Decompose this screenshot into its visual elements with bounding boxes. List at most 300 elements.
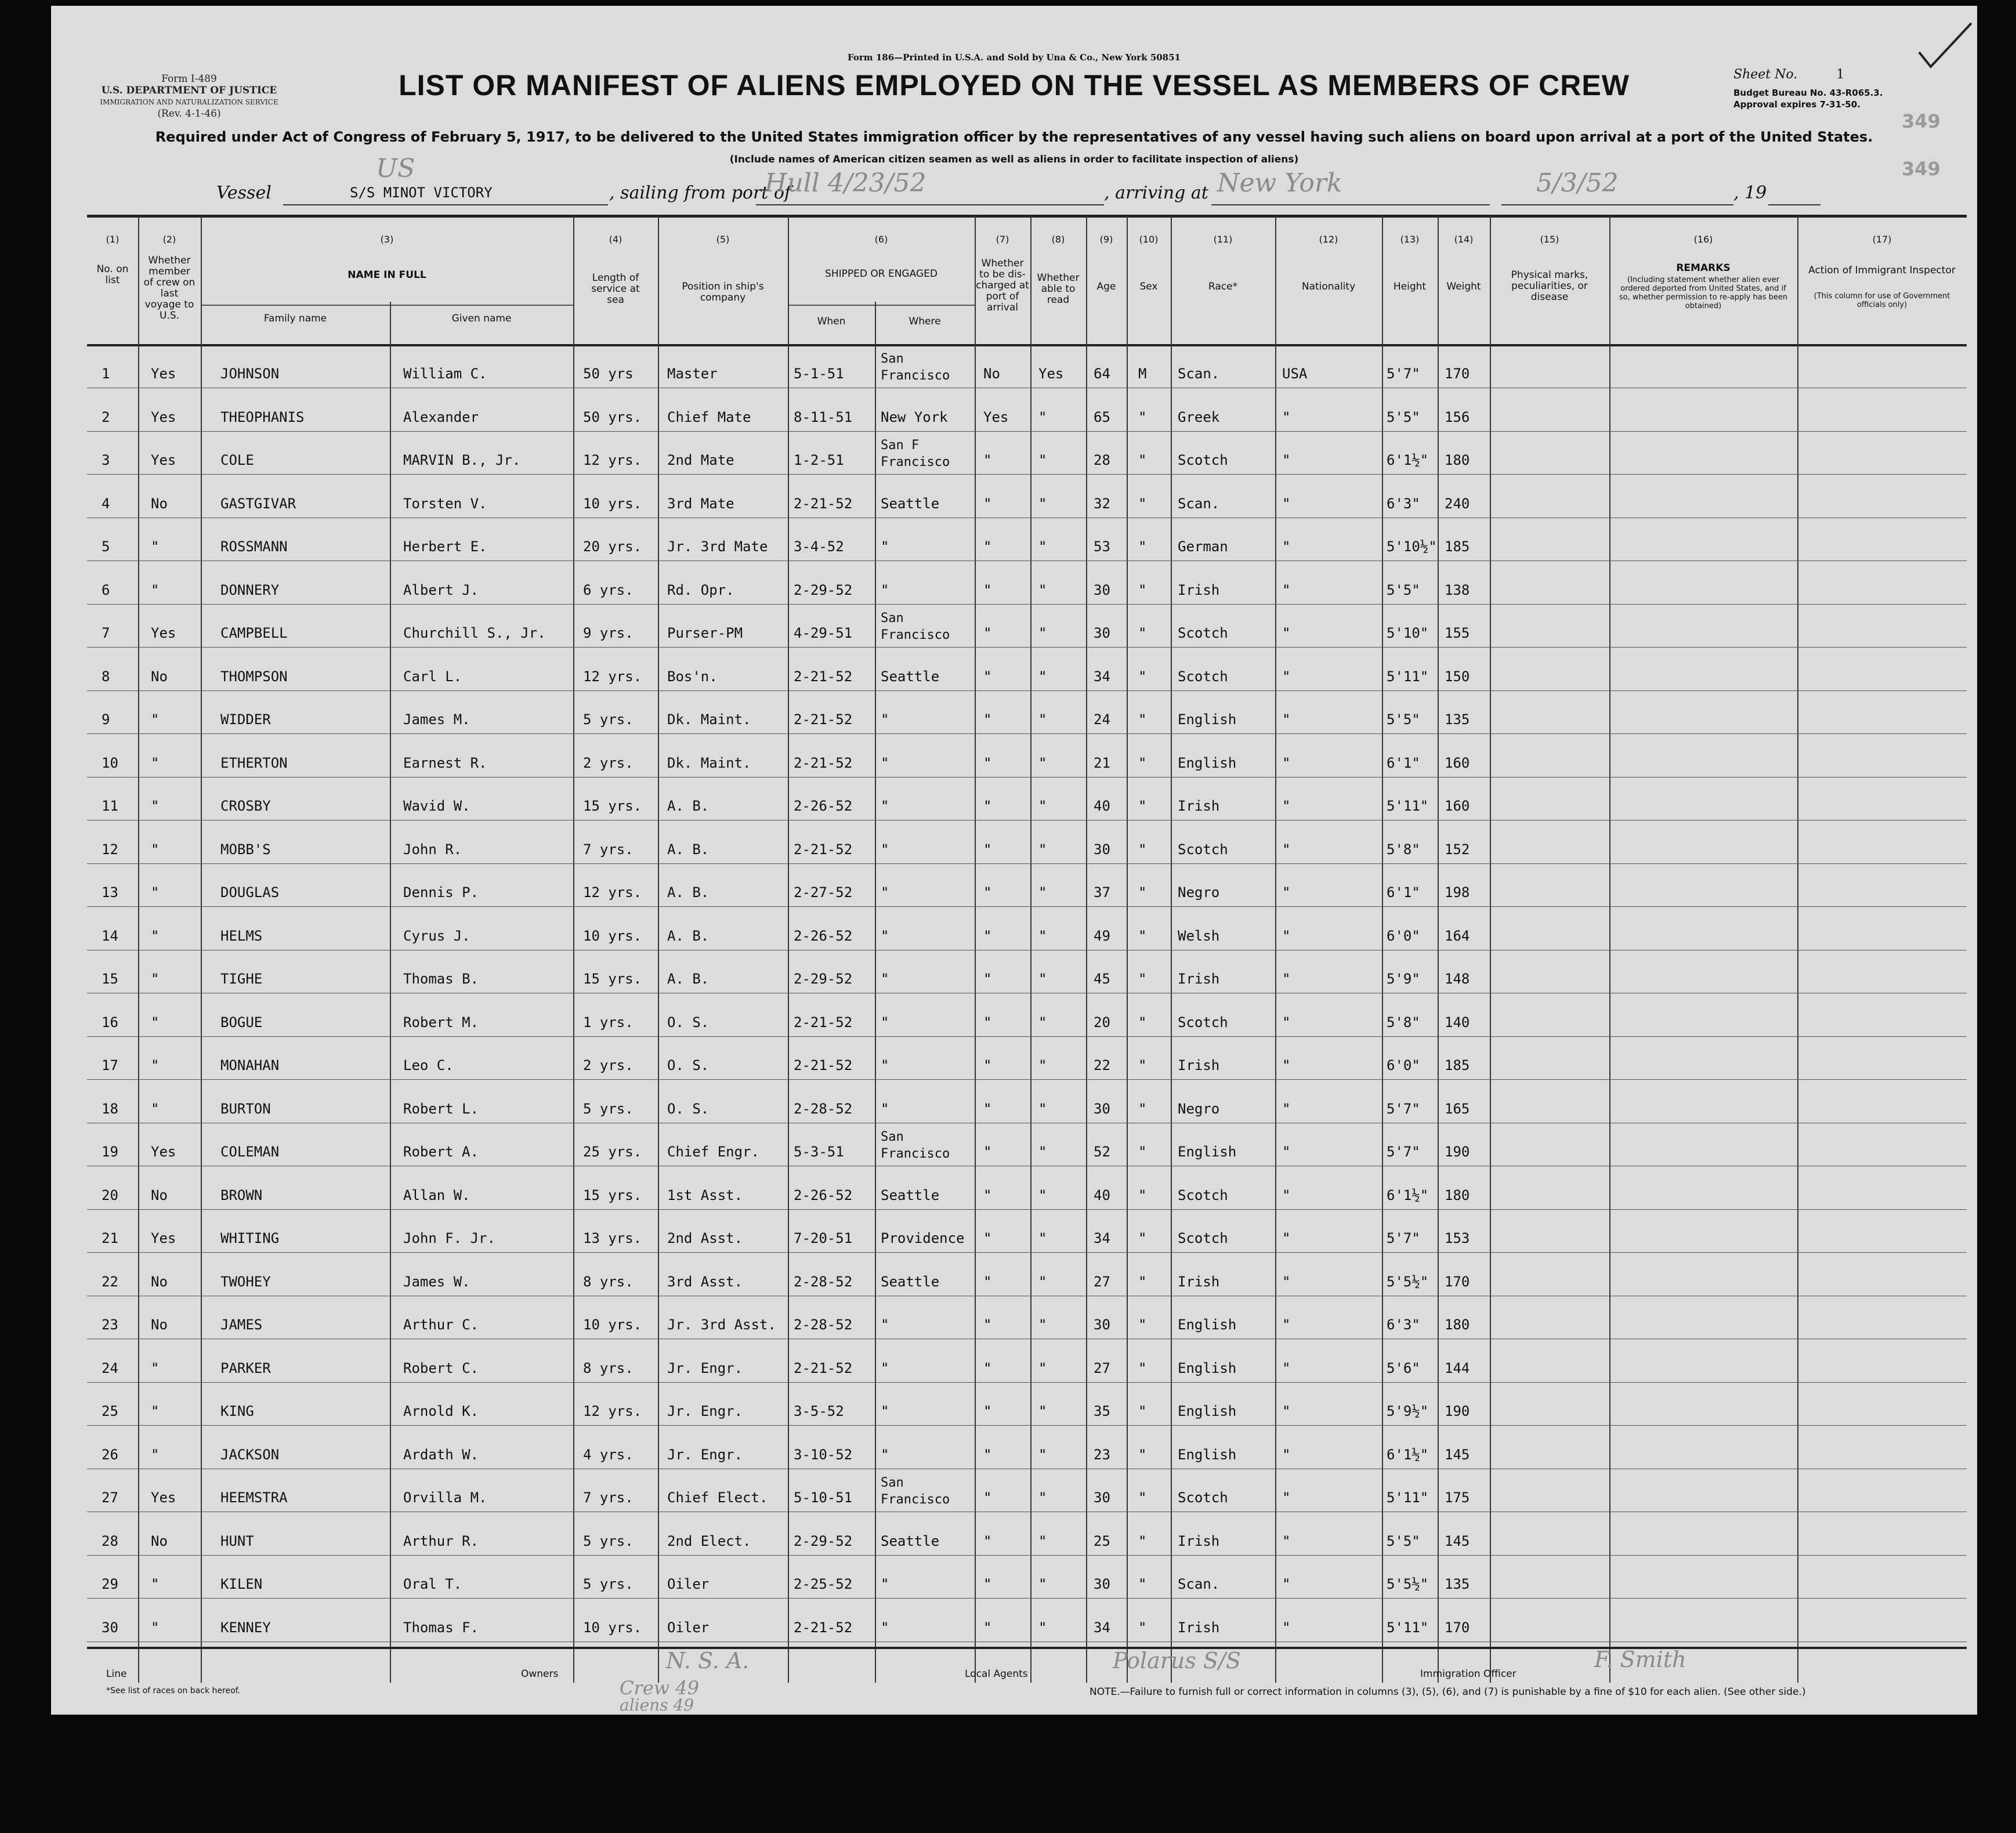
able-to-read-cell: "	[1038, 711, 1047, 728]
age-cell: 45	[1094, 971, 1110, 987]
race-cell: Scotch	[1178, 1187, 1228, 1203]
col-num: (10)	[1139, 234, 1159, 245]
col-num: (17)	[1872, 234, 1892, 245]
discharged-cell: "	[983, 1100, 992, 1117]
member-cell: "	[151, 1100, 160, 1117]
height-cell: 5'7"	[1387, 1144, 1420, 1160]
row-rule	[87, 1598, 1967, 1599]
budget-info	[1733, 87, 1883, 110]
position-cell: Jr. Engr.	[667, 1360, 743, 1376]
shipped-where-cell: "	[881, 1014, 889, 1031]
age-cell: 30	[1094, 1317, 1110, 1333]
agents-handwritten: Polarus S/S	[1113, 1648, 1241, 1673]
row-rule	[87, 690, 1967, 691]
footer-line: Line	[106, 1668, 127, 1680]
family-name-cell: ROSSMANN	[220, 538, 288, 555]
header-name-in-full: NAME IN FULL	[348, 269, 426, 281]
age-cell: 21	[1094, 754, 1110, 771]
age-cell: 25	[1094, 1532, 1110, 1549]
shipped-where-cell: "	[881, 1317, 889, 1333]
discharged-cell: "	[983, 1619, 992, 1636]
age-cell: 27	[1094, 1273, 1110, 1290]
weight-cell: 145	[1445, 1446, 1470, 1463]
race-cell: English	[1178, 1403, 1237, 1419]
shipped-when-cell: 2-21-52	[794, 1360, 853, 1376]
able-to-read-cell: "	[1038, 495, 1047, 512]
position-cell: Purser-PM	[667, 625, 743, 641]
age-cell: 65	[1094, 408, 1110, 425]
given-name-cell: Dennis P.	[403, 884, 479, 901]
service-length-cell: 10 yrs.	[583, 927, 642, 944]
family-name-cell: WHITING	[220, 1230, 280, 1246]
service-length-cell: 1 yrs.	[583, 1014, 634, 1031]
nationality-cell: "	[1282, 754, 1291, 771]
position-cell: Rd. Opr.	[667, 581, 734, 598]
able-to-read-cell: "	[1038, 1489, 1047, 1506]
col-num: (14)	[1454, 234, 1474, 245]
table-row	[87, 1300, 1967, 1343]
position-cell: Dk. Maint.	[667, 711, 751, 728]
race-cell: Greek	[1178, 408, 1220, 425]
shipped-where-cell: "	[881, 1403, 889, 1419]
member-cell: No	[151, 1317, 168, 1333]
discharged-cell: "	[983, 1057, 992, 1073]
family-name-cell: BURTON	[220, 1100, 271, 1117]
shipped-where-cell: "	[881, 1446, 889, 1463]
arriving-port: New York	[1217, 168, 1342, 198]
row-number-cell: 3	[102, 452, 110, 468]
row-number-cell: 25	[102, 1403, 118, 1419]
shipped-when-cell: 8-11-51	[794, 408, 853, 425]
discharged-cell: "	[983, 1317, 992, 1333]
family-name-cell: BOGUE	[220, 1014, 263, 1031]
row-number-cell: 4	[102, 495, 110, 512]
discharged-cell: "	[983, 1273, 992, 1290]
member-cell: "	[151, 1446, 160, 1463]
nationality-cell: "	[1282, 1057, 1291, 1073]
header-divider	[788, 305, 975, 306]
sex-cell: "	[1138, 1100, 1147, 1117]
shipped-where-cell: San F Francisco	[881, 438, 950, 469]
table-row	[87, 1257, 1967, 1300]
col-num: (6)	[874, 234, 888, 245]
header-family-name: Family name	[263, 313, 327, 324]
weight-cell: 180	[1445, 1187, 1470, 1203]
nationality-cell: USA	[1282, 366, 1308, 382]
height-cell: 5'7"	[1387, 366, 1420, 382]
height-cell: 6'3"	[1387, 1317, 1420, 1333]
shipped-where-cell: "	[881, 884, 889, 901]
height-cell: 6'3"	[1387, 495, 1420, 512]
given-name-cell: Cyrus J.	[403, 927, 470, 944]
height-cell: 5'5½"	[1387, 1576, 1429, 1592]
age-cell: 30	[1094, 625, 1110, 641]
height-cell: 5'5½"	[1387, 1273, 1429, 1290]
height-cell: 5'7"	[1387, 1100, 1420, 1117]
discharged-cell: "	[983, 1360, 992, 1376]
position-cell: Jr. Engr.	[667, 1446, 743, 1463]
service-length-cell: 8 yrs.	[583, 1360, 634, 1376]
height-cell: 5'9½"	[1387, 1403, 1429, 1419]
age-cell: 30	[1094, 1489, 1110, 1506]
requirement-text: Required under Act of Congress of February 5, 1917, to be delivered to the United States immigration officer by the representatives of any vessel having such aliens on board upon arrival at a port of the United States.	[155, 129, 1873, 145]
able-to-read-cell: "	[1038, 668, 1047, 685]
given-name-cell: Robert L.	[403, 1100, 479, 1117]
row-number-cell: 23	[102, 1317, 118, 1333]
nationality-cell: "	[1282, 452, 1291, 468]
row-number-cell: 21	[102, 1230, 118, 1246]
check-mark-icon	[1913, 17, 1977, 70]
vessel-label: Vessel	[216, 183, 272, 203]
race-cell: English	[1178, 1446, 1237, 1463]
age-cell: 24	[1094, 711, 1110, 728]
weight-cell: 140	[1445, 1014, 1470, 1031]
sex-cell: "	[1138, 754, 1147, 771]
shipped-where-cell: "	[881, 841, 889, 858]
nationality-cell: "	[1282, 971, 1291, 987]
nationality-cell: "	[1282, 1144, 1291, 1160]
row-rule	[87, 1425, 1967, 1426]
age-cell: 37	[1094, 884, 1110, 901]
row-number-cell: 5	[102, 538, 110, 555]
height-cell: 5'8"	[1387, 841, 1420, 858]
position-cell: Jr. 3rd Mate	[667, 538, 768, 555]
given-name-cell: Arthur C.	[403, 1317, 479, 1333]
position-cell: Bos'n.	[667, 668, 718, 685]
col-num: (12)	[1319, 234, 1338, 245]
height-cell: 5'5"	[1387, 1532, 1420, 1549]
discharged-cell: "	[983, 711, 992, 728]
sex-cell: "	[1138, 452, 1147, 468]
position-cell: 3rd Mate	[667, 495, 734, 512]
table-row	[87, 1214, 1967, 1257]
row-number-cell: 19	[102, 1144, 118, 1160]
able-to-read-cell: "	[1038, 927, 1047, 944]
position-cell: 2nd Mate	[667, 452, 734, 468]
service-length-cell: 12 yrs.	[583, 452, 642, 468]
col-num: (15)	[1540, 234, 1559, 245]
table-row	[87, 1603, 1967, 1646]
member-cell: Yes	[151, 1144, 176, 1160]
shipped-when-cell: 2-26-52	[794, 1187, 853, 1203]
race-cell: Negro	[1178, 884, 1220, 901]
footer-immigration-officer: Immigration Officer	[1420, 1668, 1516, 1680]
row-rule	[87, 1209, 1967, 1210]
header-action-sub: (This column for use of Government officials only)	[1814, 292, 1950, 309]
year-underline	[1768, 204, 1820, 205]
family-name-cell: JAMES	[220, 1317, 263, 1333]
race-cell: German	[1178, 538, 1228, 555]
header-able-to-read: Whether able to read	[1037, 272, 1080, 306]
header-member-last-voyage: Whether member of crew on last voyage to U.S.	[143, 255, 196, 321]
member-cell: "	[151, 971, 160, 987]
race-cell: Negro	[1178, 1100, 1220, 1117]
given-name-cell: Orvilla M.	[403, 1489, 487, 1506]
service-length-cell: 50 yrs.	[583, 408, 642, 425]
shipped-when-cell: 5-10-51	[794, 1489, 853, 1506]
form-number: Form I-489	[161, 73, 217, 85]
nationality-cell: "	[1282, 1273, 1291, 1290]
position-cell: 2nd Asst.	[667, 1230, 743, 1246]
given-name-cell: Thomas F.	[403, 1619, 479, 1636]
race-cell: Irish	[1178, 1057, 1220, 1073]
discharged-cell: "	[983, 927, 992, 944]
member-cell: "	[151, 1619, 160, 1636]
race-cell: Irish	[1178, 1532, 1220, 1549]
nationality-cell: "	[1282, 884, 1291, 901]
row-number-cell: 15	[102, 971, 118, 987]
service-length-cell: 20 yrs.	[583, 538, 642, 555]
sex-cell: "	[1138, 711, 1147, 728]
able-to-read-cell: "	[1038, 1446, 1047, 1463]
given-name-cell: Ardath W.	[403, 1446, 479, 1463]
page-title: LIST OR MANIFEST OF ALIENS EMPLOYED ON THE VESSEL AS MEMBERS OF CREW	[399, 69, 1630, 102]
table-row	[87, 1171, 1967, 1214]
row-number-cell: 22	[102, 1273, 118, 1290]
shipped-when-cell: 2-21-52	[794, 711, 853, 728]
nationality-cell: "	[1282, 408, 1291, 425]
given-name-cell: James M.	[403, 711, 470, 728]
member-cell: No	[151, 495, 168, 512]
shipped-where-cell: San Francisco	[881, 352, 950, 383]
shipped-where-cell: Providence	[881, 1230, 965, 1246]
col-num: (5)	[716, 234, 730, 245]
header-nationality: Nationality	[1301, 281, 1356, 292]
shipped-when-cell: 2-28-52	[794, 1100, 853, 1117]
penalty-note: NOTE.—Failure to furnish full or correct information in columns (3), (5), (6), and (7) is punishable by a fine of $10 for each alien. (See other side.)	[1090, 1686, 1806, 1698]
header-age: Age	[1096, 281, 1116, 292]
service-length-cell: 13 yrs.	[583, 1230, 642, 1246]
family-name-cell: KENNEY	[220, 1619, 271, 1636]
able-to-read-cell: "	[1038, 625, 1047, 641]
shipped-when-cell: 5-3-51	[794, 1144, 844, 1160]
position-cell: Jr. 3rd Asst.	[667, 1317, 776, 1333]
shipped-where-cell: "	[881, 927, 889, 944]
service-length-cell: 5 yrs.	[583, 1576, 634, 1592]
table-row	[87, 739, 1967, 782]
shipped-where-cell: "	[881, 581, 889, 598]
member-cell: "	[151, 1576, 160, 1592]
discharged-cell: "	[983, 581, 992, 598]
shipped-when-cell: 3-4-52	[794, 538, 844, 555]
printer-line: Form 186—Printed in U.S.A. and Sold by Una & Co., New York 50851	[847, 52, 1181, 63]
age-cell: 20	[1094, 1014, 1110, 1031]
shipped-where-cell: Seattle	[881, 1187, 940, 1203]
manifest-sheet	[51, 6, 1977, 1715]
discharged-cell: "	[983, 625, 992, 641]
service-length-cell: 5 yrs.	[583, 1100, 634, 1117]
discharged-cell: "	[983, 538, 992, 555]
race-cell: Irish	[1178, 1273, 1220, 1290]
member-cell: "	[151, 841, 160, 858]
position-cell: O. S.	[667, 1057, 710, 1073]
family-name-cell: WIDDER	[220, 711, 271, 728]
table-row	[87, 825, 1967, 868]
table-row	[87, 349, 1967, 392]
shipped-where-cell: "	[881, 754, 889, 771]
table-row	[87, 609, 1967, 652]
service-length-cell: 50 yrs	[583, 366, 634, 382]
sailing-port: Hull 4/23/52	[765, 168, 926, 198]
age-cell: 35	[1094, 1403, 1110, 1419]
row-number-cell: 28	[102, 1532, 118, 1549]
row-number-cell: 11	[102, 798, 118, 814]
height-cell: 5'5"	[1387, 408, 1420, 425]
table-row	[87, 1127, 1967, 1170]
given-name-cell: Allan W.	[403, 1187, 470, 1203]
weight-cell: 165	[1445, 1100, 1470, 1117]
nationality-cell: "	[1282, 1317, 1291, 1333]
family-name-cell: COLE	[220, 452, 254, 468]
header-discharged: Whether to be dis-charged at port of arrival	[976, 258, 1029, 313]
height-cell: 5'5"	[1387, 711, 1420, 728]
able-to-read-cell: "	[1038, 1360, 1047, 1376]
col-num: (2)	[162, 234, 176, 245]
family-name-cell: CAMPBELL	[220, 625, 288, 641]
given-name-cell: MARVIN B., Jr.	[403, 452, 521, 468]
col-num: (1)	[106, 234, 120, 245]
discharged-cell: "	[983, 1532, 992, 1549]
row-number-cell: 17	[102, 1057, 118, 1073]
race-cell: English	[1178, 754, 1237, 771]
sailing-underline	[756, 204, 1104, 205]
position-cell: A. B.	[667, 884, 710, 901]
weight-cell: 155	[1445, 625, 1470, 641]
age-cell: 32	[1094, 495, 1110, 512]
race-cell: Scotch	[1178, 625, 1228, 641]
height-cell: 5'10"	[1387, 625, 1429, 641]
sex-cell: "	[1138, 495, 1147, 512]
header-divider	[201, 305, 573, 306]
position-cell: Oiler	[667, 1619, 710, 1636]
footer-local-agents: Local Agents	[965, 1668, 1028, 1680]
sex-cell: "	[1138, 1187, 1147, 1203]
position-cell: A. B.	[667, 971, 710, 987]
given-name-cell: Oral T.	[403, 1576, 462, 1592]
table-row	[87, 479, 1967, 522]
sex-cell: "	[1138, 1230, 1147, 1246]
family-name-cell: ETHERTON	[220, 754, 288, 771]
service-length-cell: 6 yrs.	[583, 581, 634, 598]
header-position: Position in ship's company	[682, 281, 764, 303]
given-name-cell: Carl L.	[403, 668, 462, 685]
weight-cell: 180	[1445, 1317, 1470, 1333]
sex-cell: "	[1138, 927, 1147, 944]
table-row	[87, 1344, 1967, 1387]
sex-cell: M	[1138, 366, 1147, 382]
nationality-cell: "	[1282, 581, 1291, 598]
age-cell: 34	[1094, 1619, 1110, 1636]
nationality-cell: "	[1282, 668, 1291, 685]
able-to-read-cell: "	[1038, 1230, 1047, 1246]
able-to-read-cell: "	[1038, 1273, 1047, 1290]
table-row	[87, 695, 1967, 738]
weight-cell: 170	[1445, 1273, 1470, 1290]
able-to-read-cell: Yes	[1038, 366, 1064, 382]
given-name-cell: William C.	[403, 366, 487, 382]
race-cell: Welsh	[1178, 927, 1220, 944]
shipped-where-cell: "	[881, 711, 889, 728]
sex-cell: "	[1138, 884, 1147, 901]
shipped-where-cell: Seattle	[881, 495, 940, 512]
sex-cell: "	[1138, 1489, 1147, 1506]
sex-cell: "	[1138, 1057, 1147, 1073]
service-length-cell: 2 yrs.	[583, 1057, 634, 1073]
family-name-cell: HUNT	[220, 1532, 254, 1549]
col-num: (4)	[609, 234, 622, 245]
able-to-read-cell: "	[1038, 452, 1047, 468]
position-cell: Jr. Engr.	[667, 1403, 743, 1419]
discharged-cell: "	[983, 1489, 992, 1506]
revision: (Rev. 4-1-46)	[157, 108, 221, 120]
member-cell: Yes	[151, 366, 176, 382]
service-length-cell: 12 yrs.	[583, 1403, 642, 1419]
row-rule	[87, 863, 1967, 864]
race-cell: Irish	[1178, 798, 1220, 814]
given-name-cell: John F. Jr.	[403, 1230, 495, 1246]
service-length-cell: 5 yrs.	[583, 1532, 634, 1549]
race-cell: Scan.	[1178, 1576, 1220, 1592]
row-number-cell: 8	[102, 668, 110, 685]
height-cell: 5'11"	[1387, 1489, 1429, 1506]
given-name-cell: Alexander	[403, 408, 479, 425]
able-to-read-cell: "	[1038, 1014, 1047, 1031]
vessel-handwritten: US	[376, 154, 415, 183]
member-cell: Yes	[151, 452, 176, 468]
height-cell: 6'0"	[1387, 1057, 1420, 1073]
given-name-cell: Churchill S., Jr.	[403, 625, 546, 641]
position-cell: O. S.	[667, 1014, 710, 1031]
shipped-where-cell: "	[881, 971, 889, 987]
sex-cell: "	[1138, 538, 1147, 555]
row-number-cell: 7	[102, 625, 110, 641]
service: IMMIGRATION AND NATURALIZATION SERVICE	[100, 98, 278, 106]
member-cell: "	[151, 581, 160, 598]
position-cell: A. B.	[667, 798, 710, 814]
given-name-cell: Wavid W.	[403, 798, 470, 814]
weight-cell: 145	[1445, 1532, 1470, 1549]
service-length-cell: 10 yrs.	[583, 1317, 642, 1333]
age-cell: 40	[1094, 1187, 1110, 1203]
row-rule	[87, 431, 1967, 432]
family-name-cell: DOUGLAS	[220, 884, 280, 901]
family-name-cell: BROWN	[220, 1187, 263, 1203]
nationality-cell: "	[1282, 1230, 1291, 1246]
given-name-cell: Albert J.	[403, 581, 479, 598]
shipped-where-cell: Seattle	[881, 1532, 940, 1549]
shipped-when-cell: 2-29-52	[794, 1532, 853, 1549]
service-length-cell: 2 yrs.	[583, 754, 634, 771]
race-cell: English	[1178, 1360, 1237, 1376]
header-length-service: Length of service at sea	[591, 272, 640, 306]
race-cell: Scotch	[1178, 841, 1228, 858]
given-name-cell: Torsten V.	[403, 495, 487, 512]
position-cell: 3rd Asst.	[667, 1273, 743, 1290]
age-cell: 34	[1094, 668, 1110, 685]
service-length-cell: 10 yrs.	[583, 1619, 642, 1636]
shipped-when-cell: 2-21-52	[794, 495, 853, 512]
given-name-cell: Arnold K.	[403, 1403, 479, 1419]
table-row	[87, 1473, 1967, 1516]
height-cell: 5'7"	[1387, 1230, 1420, 1246]
service-length-cell: 10 yrs.	[583, 495, 642, 512]
member-cell: "	[151, 754, 160, 771]
weight-cell: 190	[1445, 1144, 1470, 1160]
nationality-cell: "	[1282, 1014, 1291, 1031]
discharged-cell: "	[983, 495, 992, 512]
service-length-cell: 15 yrs.	[583, 798, 642, 814]
sex-cell: "	[1138, 1014, 1147, 1031]
